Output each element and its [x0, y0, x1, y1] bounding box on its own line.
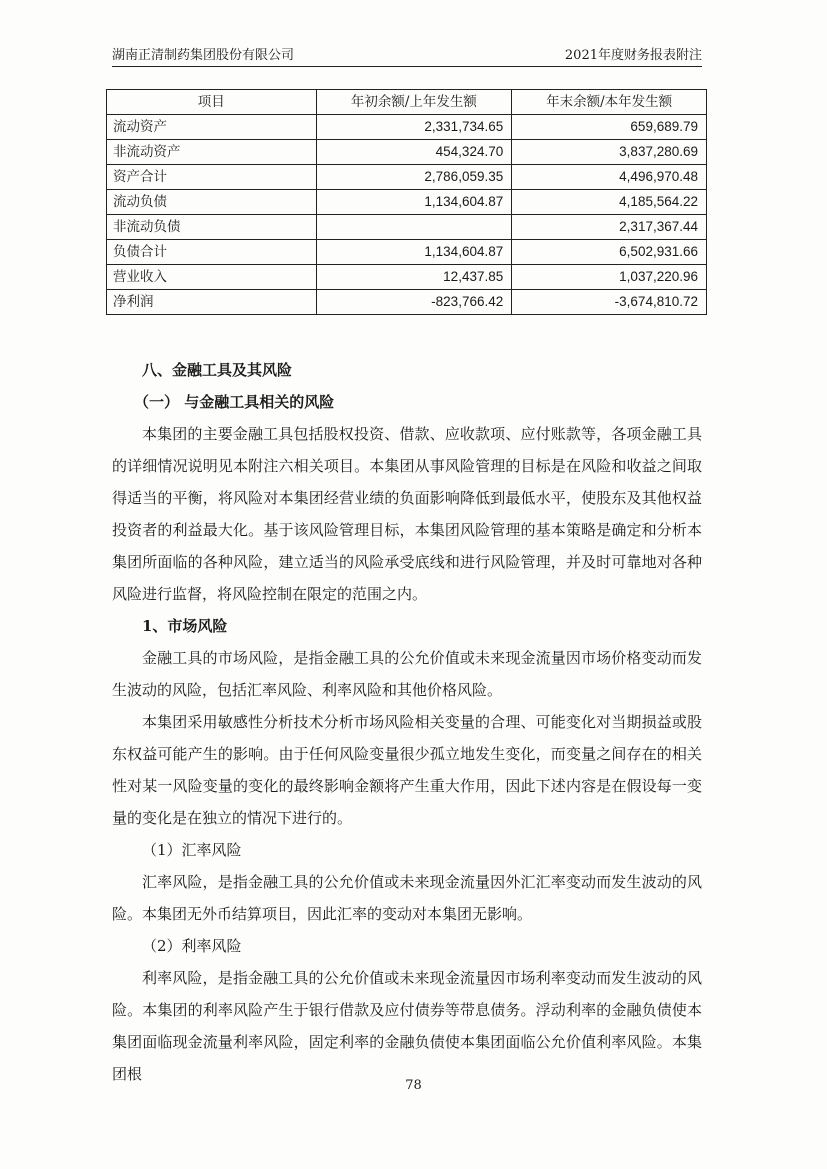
table-row [107, 165, 707, 190]
row-current-value: 6,502,931.66 [512, 240, 707, 265]
row-prior-value: 454,324.70 [316, 140, 512, 165]
report-title: 2021年度财务报表附注 [564, 48, 702, 63]
subsection-title: （一） 与金融工具相关的风险 [134, 393, 335, 411]
paragraph-interest-rate-risk: 利率风险，是指金融工具的公允价值或未来现金流量因市场利率变动而发生波动的风险。本集团的利率风险产生于银行借款及应付债券等带息债务。浮动利率的金融负债使本集团面临现金流量利率风险，固定利率的金融负债使本集团面临公允价值利率风险。本集团根 [112, 969, 702, 1083]
row-prior-value: 2,786,059.35 [316, 165, 512, 190]
paragraph-market-risk-definition: 金融工具的市场风险，是指金融工具的公允价值或未来现金流量因市场价格变动而发生波动的风险，包括汇率风险、利率风险和其他价格风险。 [112, 649, 702, 699]
row-prior-value: 1,134,604.87 [316, 240, 512, 265]
table-row [107, 265, 707, 290]
row-label: 资产合计 [107, 165, 317, 190]
row-label: 营业收入 [107, 265, 317, 290]
table-row [107, 190, 707, 215]
table-header-row [107, 90, 707, 115]
row-prior-value [316, 215, 512, 240]
row-current-value: 4,185,564.22 [512, 190, 707, 215]
row-prior-value: 12,437.85 [316, 265, 512, 290]
market-risk-heading: 1、市场风险 [142, 617, 228, 635]
column-header-current: 年末余额/本年发生额 [512, 90, 707, 115]
fx-risk-heading: （1）汇率风险 [142, 841, 242, 859]
paragraph-sensitivity-analysis: 本集团采用敏感性分析技术分析市场风险相关变量的合理、可能变化对当期损益或股东权益可能产生的影响。由于任何风险变量很少孤立地发生变化，而变量之间存在的相关性对某一风险变量的变化的最终影响金额将产生重大作用，因此下述内容是在假设每一变量的变化是在独立的情况下进行的。 [112, 713, 702, 827]
header-divider [112, 66, 702, 67]
financial-summary-table [106, 89, 707, 315]
row-label: 净利润 [107, 290, 317, 315]
column-header-prior: 年初余额/上年发生额 [316, 90, 512, 115]
row-current-value: 4,496,970.48 [512, 165, 707, 190]
document-body [112, 354, 702, 1090]
paragraph-risk-overview: 本集团的主要金融工具包括股权投资、借款、应收款项、应付账款等，各项金融工具的详细情况说明见本附注六相关项目。本集团从事风险管理的目标是在风险和收益之间取得适当的平衡，将风险对本集团经营业绩的负面影响降低到最低水平，使股东及其他权益投资者的利益最大化。基于该风险管理目标，本集团风险管理的基本策略是确定和分析本集团所面临的各种风险，建立适当的风险承受底线和进行风险管理，并及时可靠地对各种风险进行监督，将风险控制在限定的范围之内。 [112, 425, 702, 603]
table-row [107, 140, 707, 165]
row-prior-value: 1,134,604.87 [316, 190, 512, 215]
table-row [107, 115, 707, 140]
row-current-value: 3,837,280.69 [512, 140, 707, 165]
row-label: 非流动资产 [107, 140, 317, 165]
page-header [112, 44, 702, 63]
section-title: 八、金融工具及其风险 [142, 361, 293, 379]
page-number: 78 [405, 1078, 422, 1093]
row-label: 流动资产 [107, 115, 317, 140]
interest-rate-risk-heading: （2）利率风险 [142, 937, 242, 955]
row-current-value: -3,674,810.72 [512, 290, 707, 315]
row-prior-value: 2,331,734.65 [316, 115, 512, 140]
column-header-item: 项目 [107, 90, 317, 115]
table-row [107, 240, 707, 265]
row-label: 非流动负债 [107, 215, 317, 240]
row-current-value: 2,317,367.44 [512, 215, 707, 240]
table-row [107, 215, 707, 240]
paragraph-fx-risk: 汇率风险，是指金融工具的公允价值或未来现金流量因外汇汇率变动而发生波动的风险。本集团无外币结算项目，因此汇率的变动对本集团无影响。 [112, 873, 702, 923]
row-label: 流动负债 [107, 190, 317, 215]
row-current-value: 1,037,220.96 [512, 265, 707, 290]
row-prior-value: -823,766.42 [316, 290, 512, 315]
table-row [107, 290, 707, 315]
row-label: 负债合计 [107, 240, 317, 265]
row-current-value: 659,689.79 [512, 115, 707, 140]
company-name: 湖南正清制药集团股份有限公司 [112, 48, 295, 63]
